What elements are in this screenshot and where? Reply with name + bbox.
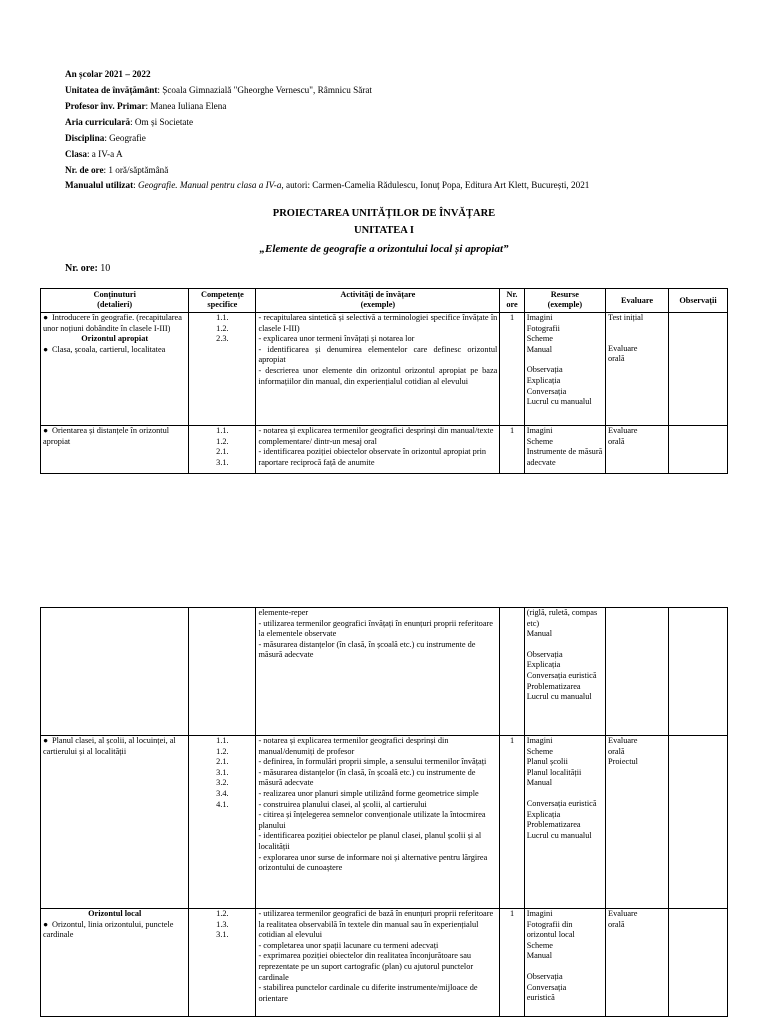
header-continuturi: Conținuturi (detalieri) bbox=[41, 289, 189, 313]
cell-observatii bbox=[669, 608, 728, 736]
cell-evaluare: Test inițial Evaluare orală bbox=[606, 313, 669, 426]
hours: Nr. de ore: 1 oră/săptămână bbox=[65, 165, 169, 175]
table-row bbox=[41, 736, 728, 909]
cell-ore: 1 bbox=[500, 736, 524, 909]
class: Clasa: a IV-a A bbox=[65, 149, 123, 159]
cell-evaluare: Evaluare orală bbox=[606, 909, 669, 1017]
bullet-icon: ● bbox=[43, 344, 49, 354]
cell-resurse: Imagini Fotografii Scheme Manual Observația Explicația Conversația Lucrul cu manualul bbox=[524, 313, 605, 426]
cell-competente bbox=[189, 608, 256, 736]
cell-resurse: Imagini Scheme Planul școlii Planul localității Manual Conversația euristică Explicația Problematizarea Lucrul cu manualul bbox=[524, 736, 605, 909]
header-ore: Nr. ore bbox=[500, 289, 524, 313]
bullet-icon: ● bbox=[43, 919, 49, 929]
cell-evaluare: Evaluare orală bbox=[606, 426, 669, 474]
document-page-2 bbox=[0, 607, 768, 1024]
document-page-1 bbox=[0, 0, 768, 480]
bullet-icon: ● bbox=[43, 736, 49, 745]
plan-table-page-2 bbox=[40, 607, 728, 1017]
cell-competente: 1.1. 1.2. 2.1. 3.1. bbox=[189, 426, 256, 474]
plan-table-page-1 bbox=[40, 288, 728, 474]
cell-competente: 1.1. 1.2. 2.3. bbox=[189, 313, 256, 426]
cell-ore: 1 bbox=[500, 313, 524, 426]
cell-observatii bbox=[669, 736, 728, 909]
header-competente: Competențe specifice bbox=[189, 289, 256, 313]
cell-evaluare: Evaluare orală Proiectul bbox=[606, 736, 669, 909]
cell-continut: ● Orientarea și distanțele în orizontul apropiat bbox=[41, 426, 189, 474]
cell-activitati: elemente-reper - utilizarea termenilor geografici învățați în enunțuri proprii referitoare la elementele observate - măsurarea distanțelor (în clasă, în școală etc.) cu instrumente de măsură adecvate bbox=[256, 608, 500, 736]
header-resurse: Resurse (exemple) bbox=[524, 289, 605, 313]
doc-title: PROIECTAREA UNITĂȚILOR DE ÎNVĂȚARE bbox=[272, 208, 496, 219]
table-header-row bbox=[41, 289, 728, 313]
table-row bbox=[41, 313, 728, 426]
cell-evaluare bbox=[606, 608, 669, 736]
table-row bbox=[41, 426, 728, 474]
textbook: Manualul utilizat: Geografie. Manual pentru clasa a IV-a, autori: Carmen-Camelia Rădulescu, Ionuț Popa, Editura Art Klett, București, 2021 bbox=[65, 180, 590, 190]
table-row bbox=[41, 909, 728, 1017]
cell-resurse: (riglă, ruletă, compas etc) Manual Observația Explicația Conversația euristică Problematizarea Lucrul cu manualul bbox=[524, 608, 605, 736]
school-year: An școlar 2021 – 2022 bbox=[65, 69, 151, 79]
bullet-icon: ● bbox=[43, 313, 49, 322]
cell-continut: Orizontul local ● Orizontul, linia orizontului, punctele cardinale bbox=[41, 909, 189, 1017]
cell-continut: ● Planul clasei, al școlii, al locuinței, al cartierului și al localității bbox=[41, 736, 189, 909]
table-row bbox=[41, 608, 728, 736]
curricular-area: Aria curriculară: Om și Societate bbox=[65, 117, 194, 127]
header-activitati: Activități de învățare (exemple) bbox=[256, 289, 500, 313]
cell-observatii bbox=[669, 909, 728, 1017]
cell-activitati: - recapitularea sintetică și selectivă a terminologiei specifice învățate în clasele I-III) - explicarea unor termeni învățați și notarea lor - identificarea și denumirea elementelor care definesc orizontul apropiat - descrierea unor elemente din orizontul orizontul apropiat pe baza informațiilor din manual, din experiențialul cotidian al elevului bbox=[256, 313, 500, 426]
cell-observatii bbox=[669, 426, 728, 474]
cell-ore bbox=[500, 608, 524, 736]
cell-activitati: - notarea și explicarea termenilor geografici desprinși din manual/denumiți de profesor - definirea, în formulări proprii simple, a sensului termenilor învățați - măsurarea distanțelor (în clasă, în școală etc.) cu instrumente de măsură adecvate - realizarea unor planuri simple utilizând forme geometrice simple - construirea planului clasei, al școlii, al cartierului - citirea și înțelegerea semnelor convenționale utilizate la întocmirea planului - identificarea poziției obiectelor pe planul clasei, planul școlii și al localității - explorarea unor surse de informare noi și alternative pentru lărgirea orizontului de cunoaștere bbox=[256, 736, 500, 909]
unit-title: UNITATEA I bbox=[353, 225, 414, 236]
school-unit: Unitatea de învățământ: Școala Gimnazială "Gheorghe Vernescu", Râmnicu Sărat bbox=[65, 85, 372, 95]
bullet-icon: ● bbox=[43, 426, 49, 435]
cell-activitati: - utilizarea termenilor geografici de bază în enunțuri proprii referitoare la realitatea observabilă în textele din manual sau în experiențialul cotidian al elevului - completarea unor spații lacunare cu termeni adecvați - exprimarea poziției obiectelor din realitatea înconjurătoare sau reprezentate pe un suport cartografic (plan) cu ajutorul punctelor cardinale - stabilirea punctelor cardinale cu diferite instrumente/mijloace de orientare bbox=[256, 909, 500, 1017]
header-observatii: Observații bbox=[669, 289, 728, 313]
cell-continut: ● Introducere în geografie. (recapitularea unor noțiuni dobândite în clasele I-III) Orizontul apropiat ● Clasa, școala, cartierul, localitatea bbox=[41, 313, 189, 426]
cell-resurse: Imagini Scheme Instrumente de măsură adecvate bbox=[524, 426, 605, 474]
cell-ore: 1 bbox=[500, 909, 524, 1017]
cell-ore: 1 bbox=[500, 426, 524, 474]
cell-resurse: Imagini Fotografii din orizontul local Scheme Manual Observația Conversația euristică bbox=[524, 909, 605, 1017]
cell-continut bbox=[41, 608, 189, 736]
unit-subtitle: „Elemente de geografie a orizontului local și apropiat” bbox=[259, 243, 509, 255]
discipline: Disciplina: Geografie bbox=[65, 133, 146, 143]
nr-ore-line: Nr. ore: 10 bbox=[65, 263, 111, 274]
cell-activitati: - notarea și explicarea termenilor geografici desprinși din manual/texte complementare/ dintr-un mesaj oral - identificarea poziției obiectelor observate în orizontul apropiat prin raportare reciprocă față de anumite bbox=[256, 426, 500, 474]
cell-competente: 1.2. 1.3. 3.1. bbox=[189, 909, 256, 1017]
teacher: Profesor înv. Primar: Manea Iuliana Elena bbox=[65, 101, 227, 111]
header-evaluare: Evaluare bbox=[606, 289, 669, 313]
cell-competente: 1.1. 1.2. 2.1. 3.1. 3.2. 3.4. 4.1. bbox=[189, 736, 256, 909]
cell-observatii bbox=[669, 313, 728, 426]
